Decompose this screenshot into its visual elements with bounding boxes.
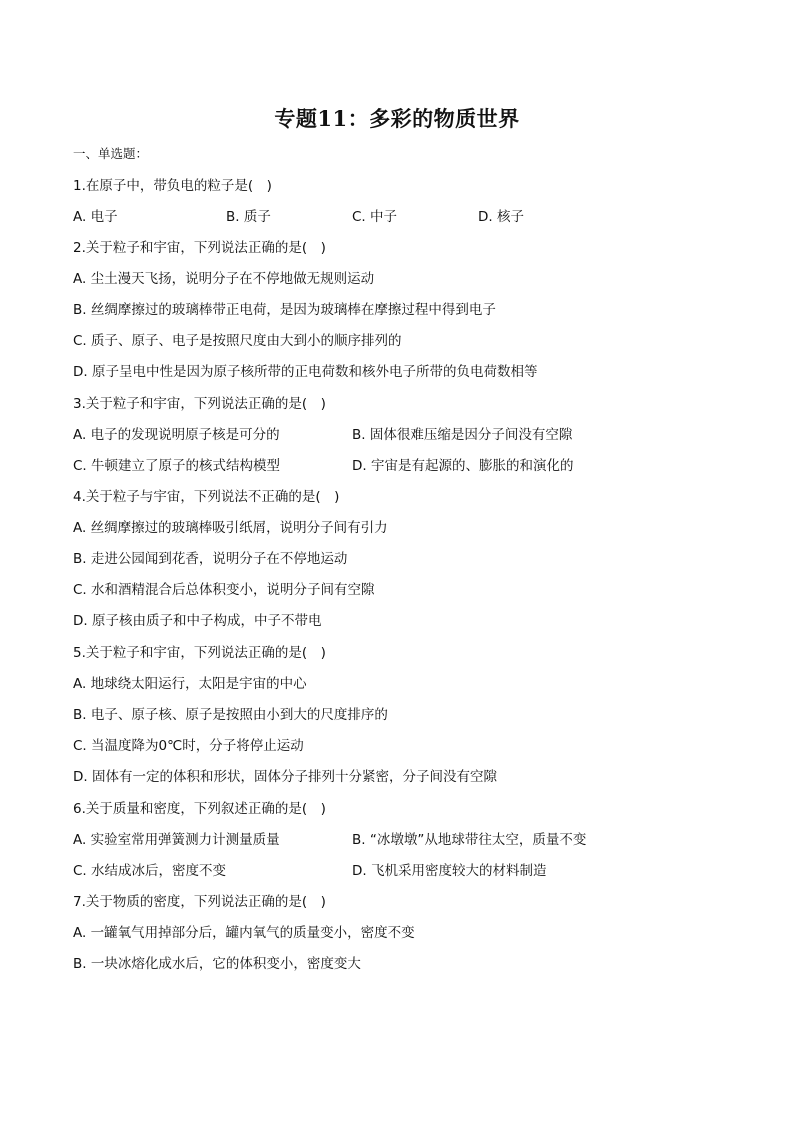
- question-6-stem: 6.关于质量和密度，下列叙述正确的是( ): [73, 801, 326, 817]
- question-3-option-d: D. 宇宙是有起源的、膨胀的和演化的: [352, 458, 574, 474]
- question-2-stem: 2.关于粒子和宇宙，下列说法正确的是( ): [73, 240, 326, 256]
- question-3-option-a: A. 电子的发现说明原子核是可分的: [73, 427, 280, 443]
- question-2-option-c: C. 质子、原子、电子是按照尺度由大到小的顺序排列的: [73, 333, 402, 349]
- section-heading: 一、单选题：: [73, 146, 149, 161]
- question-7-option-a: A. 一罐氧气用掉部分后，罐内氧气的质量变小，密度不变: [73, 925, 415, 941]
- question-1-option-c: C. 中子: [352, 209, 398, 225]
- question-6-option-a: A. 实验室常用弹簧测力计测量质量: [73, 832, 280, 848]
- question-6-options-row2: [73, 862, 753, 880]
- question-4-stem: 4.关于粒子与宇宙，下列说法不正确的是( ): [73, 489, 340, 505]
- question-2-option-d: D. 原子呈电中性是因为原子核所带的正电荷数和核外电子所带的负电荷数相等: [73, 364, 538, 380]
- question-4-option-a: A. 丝绸摩擦过的玻璃棒吸引纸屑，说明分子间有引力: [73, 520, 388, 536]
- question-6-option-d: D. 飞机采用密度较大的材料制造: [352, 863, 547, 879]
- question-1-options: [73, 208, 753, 226]
- question-6-options-row1: [73, 831, 753, 849]
- question-6-option-b: B. “冰墩墩”从地球带往太空，质量不变: [352, 832, 587, 848]
- question-3-option-b: B. 固体很难压缩是因分子间没有空隙: [352, 427, 573, 443]
- question-3-option-c: C. 牛顿建立了原子的核式结构模型: [73, 458, 281, 474]
- question-7-stem: 7.关于物质的密度，下列说法正确的是( ): [73, 894, 326, 910]
- question-5-stem: 5.关于粒子和宇宙，下列说法正确的是( ): [73, 645, 326, 661]
- question-5-option-a: A. 地球绕太阳运行，太阳是宇宙的中心: [73, 676, 307, 692]
- question-1-stem: 1.在原子中，带负电的粒子是( ): [73, 178, 272, 194]
- question-4-option-d: D. 原子核由质子和中子构成，中子不带电: [73, 613, 322, 629]
- question-1-option-d: D. 核子: [478, 209, 524, 225]
- question-7-option-b: B. 一块冰熔化成水后，它的体积变小，密度变大: [73, 956, 361, 972]
- question-5-option-c: C. 当温度降为0℃时，分子将停止运动: [73, 738, 304, 754]
- question-1-option-a: A. 电子: [73, 209, 118, 225]
- question-3-options-row1: [73, 426, 753, 444]
- question-4-option-b: B. 走进公园闻到花香，说明分子在不停地运动: [73, 551, 348, 567]
- question-3-options-row2: [73, 457, 753, 475]
- question-5-option-d: D. 固体有一定的体积和形状，固体分子排列十分紧密，分子间没有空隙: [73, 769, 497, 785]
- question-2-option-a: A. 尘土漫天飞扬，说明分子在不停地做无规则运动: [73, 271, 375, 287]
- question-5-option-b: B. 电子、原子核、原子是按照由小到大的尺度排序的: [73, 707, 388, 723]
- question-1-option-b: B. 质子: [226, 209, 271, 225]
- question-6-option-c: C. 水结成冰后，密度不变: [73, 863, 227, 879]
- question-4-option-c: C. 水和酒精混合后总体积变小，说明分子间有空隙: [73, 582, 375, 598]
- question-2-option-b: B. 丝绸摩擦过的玻璃棒带正电荷，是因为玻璃棒在摩擦过程中得到电子: [73, 302, 496, 318]
- question-3-stem: 3.关于粒子和宇宙，下列说法正确的是( ): [73, 396, 326, 412]
- document-title: 专题11：多彩的物质世界: [274, 106, 520, 131]
